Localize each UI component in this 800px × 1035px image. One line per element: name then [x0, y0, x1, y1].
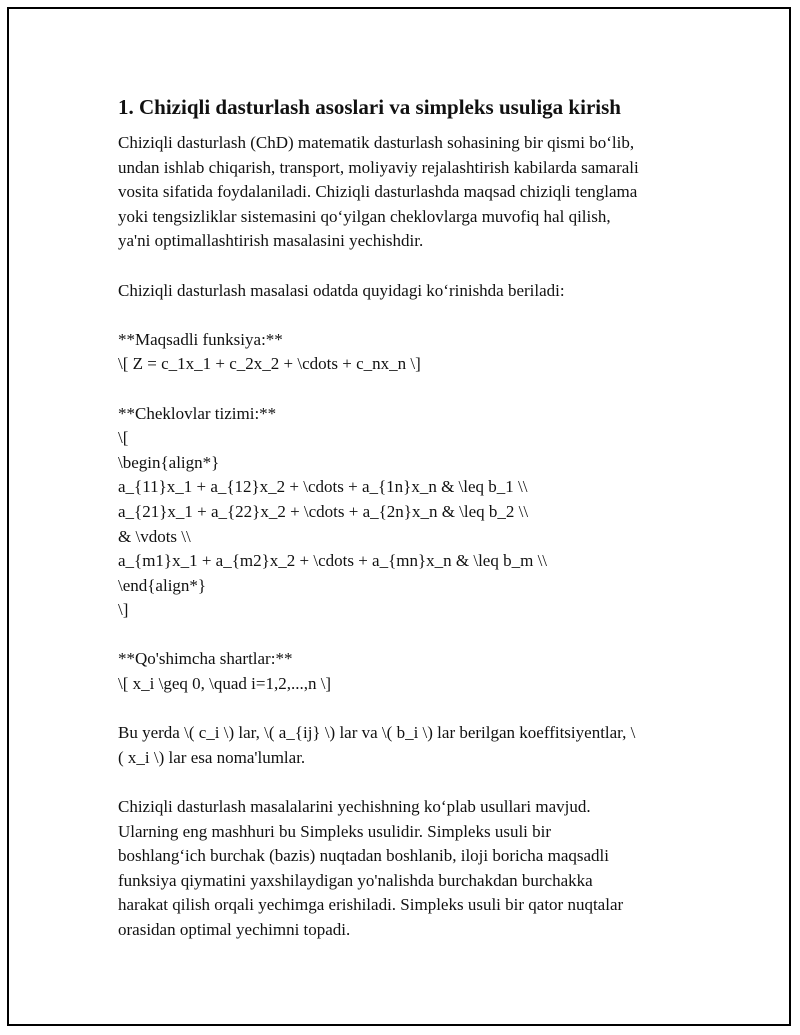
paragraph-line: undan ishlab chiqarish, transport, moliyaviy rejalashtirish kabilarda samarali [118, 157, 639, 177]
formula-line: a_{m1}x_1 + a_{m2}x_2 + \cdots + a_{mn}x_n & \leq b_m \\ [118, 551, 548, 571]
paragraph-line: ya'ni optimallashtirish masalasini yechishdir. [118, 231, 424, 251]
paragraph-line: yoki tengsizliklar sistemasini qo‘yilgan cheklovlarga muvofiq hal qilish, [118, 206, 611, 226]
extra-conditions-block [118, 647, 684, 696]
paragraph-line: orasidan optimal yechimni topadi. [118, 920, 351, 939]
paragraph-line: boshlang‘ich burchak (bazis) nuqtadan boshlanib, iloji boricha maqsadli [118, 846, 609, 866]
paragraph-line: Chiziqli dasturlash masalalarini yechishning ko‘plab usullari mavjud. [118, 797, 591, 817]
document-body [118, 94, 684, 967]
formula-line: \[ [118, 428, 129, 448]
objective-function-block [118, 328, 684, 377]
notation-paragraph [118, 721, 684, 770]
formula-line: & \vdots \\ [118, 526, 191, 546]
constraints-block [118, 402, 684, 623]
objective-heading: **Maqsadli funksiya:** [118, 329, 283, 349]
paragraph-line: vosita sifatida foydalaniladi. Chiziqli dasturlashda maqsad chiziqli tenglama [118, 182, 638, 202]
formula-line: a_{21}x_1 + a_{22}x_2 + \cdots + a_{2n}x_n & \leq b_2 \\ [118, 501, 529, 521]
form-intro-paragraph [118, 279, 684, 304]
extra-conditions-heading: **Qo'shimcha shartlar:** [118, 649, 293, 669]
constraints-heading: **Cheklovlar tizimi:** [118, 403, 277, 423]
paragraph-line: Ularning eng mashhuri bu Simpleks usulidir. Simpleks usuli bir [118, 821, 552, 841]
paragraph-line: Bu yerda \( c_i \) lar, \( a_{ij} \) lar va \( b_i \) lar berilgan koeffitsiyentlar, \ [118, 723, 636, 743]
paragraph-line: Chiziqli dasturlash masalasi odatda quyidagi ko‘rinishda beriladi: [118, 280, 565, 300]
formula-line: \end{align*} [118, 575, 207, 595]
simplex-paragraph [118, 795, 684, 943]
section-title: 1. Chiziqli dasturlash asoslari va simpleks usuliga kirish [118, 95, 621, 119]
paragraph-line: funksiya qiymatini yaxshilaydigan yo'nalishda burchakdan burchakka [118, 870, 593, 890]
objective-formula: \[ Z = c_1x_1 + c_2x_2 + \cdots + c_nx_n \] [118, 354, 421, 374]
intro-paragraph [118, 131, 684, 254]
paragraph-line: Chiziqli dasturlash (ChD) matematik dasturlash sohasining bir qismi bo‘lib, [118, 133, 635, 152]
extra-conditions-formula: \[ x_i \geq 0, \quad i=1,2,...,n \] [118, 674, 332, 694]
formula-line: \begin{align*} [118, 452, 220, 472]
formula-line: \] [118, 600, 129, 620]
paragraph-line: harakat qilish orqali yechimga erishiladi. Simpleks usuli bir qator nuqtalar [118, 895, 624, 915]
paragraph-line: ( x_i \) lar esa noma'lumlar. [118, 747, 306, 767]
formula-line: a_{11}x_1 + a_{12}x_2 + \cdots + a_{1n}x_n & \leq b_1 \\ [118, 477, 528, 497]
